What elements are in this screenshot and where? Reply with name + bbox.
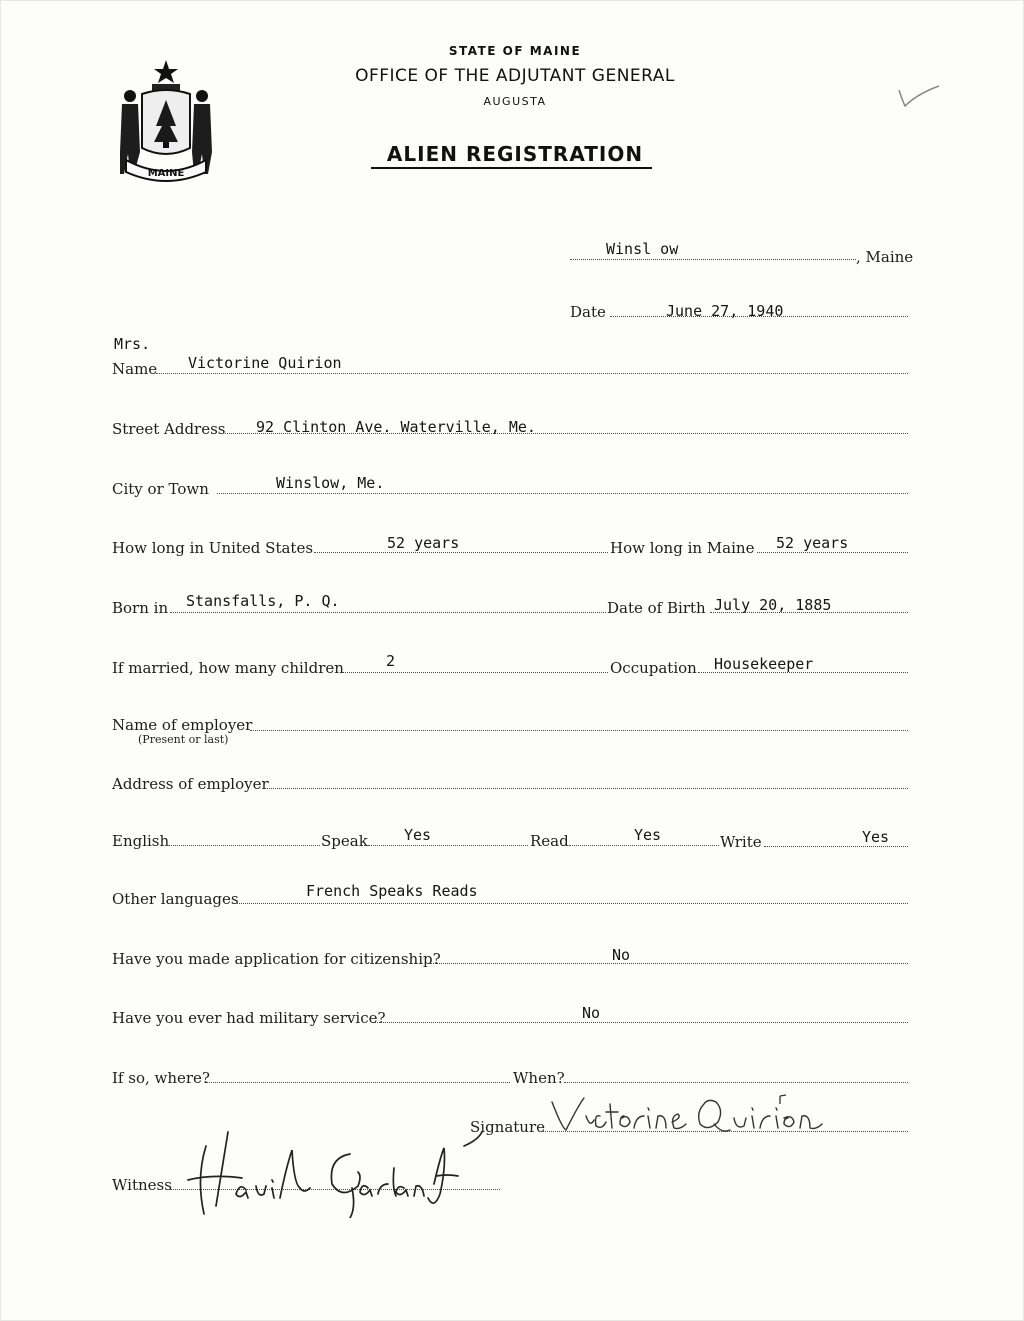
years-us-label: How long in United States — [112, 539, 314, 557]
years-us-line — [314, 552, 608, 553]
date-of-birth-value: July 20, 1885 — [714, 596, 832, 614]
place-suffix: , Maine — [856, 248, 914, 266]
if-so-where-line — [206, 1082, 510, 1083]
military-line — [374, 1022, 908, 1023]
born-in-line — [170, 612, 606, 613]
when-label: When? — [513, 1069, 565, 1087]
citizenship-label: Have you made application for citizenship? — [112, 950, 441, 968]
employer-address-label: Address of employer — [112, 775, 269, 793]
children-label: If married, how many children — [112, 659, 344, 677]
speak-value: Yes — [404, 826, 432, 844]
signature-label: Signature — [470, 1118, 546, 1136]
employer-name-label: Name of employer — [112, 716, 253, 734]
employer-name-line — [250, 730, 908, 731]
years-maine-value: 52 years — [776, 534, 849, 552]
occupation-label: Occupation — [610, 659, 697, 677]
title-underline — [371, 167, 652, 169]
date-of-birth-label: Date of Birth — [607, 599, 706, 617]
speak-line — [368, 845, 528, 846]
street-address-label: Street Address — [112, 420, 226, 438]
read-label: Read — [530, 832, 569, 850]
header-state: STATE OF MAINE — [448, 44, 582, 58]
years-maine-label: How long in Maine — [610, 539, 755, 557]
city-value: Winslow, Me. — [276, 474, 385, 492]
street-address-value: 92 Clinton Ave. Waterville, Me. — [256, 418, 536, 436]
read-line — [569, 845, 719, 846]
speak-label: Speak — [321, 832, 368, 850]
header-office: OFFICE OF THE ADJUTANT GENERAL — [355, 66, 675, 86]
form-title: ALIEN REGISTRATION — [386, 142, 644, 166]
signature-handwriting — [548, 1090, 838, 1138]
date-label: Date — [570, 303, 606, 321]
city-line — [217, 493, 908, 494]
other-languages-label: Other languages — [112, 890, 239, 908]
years-us-value: 52 years — [387, 534, 460, 552]
city-label: City or Town — [112, 480, 209, 498]
born-in-label: Born in — [112, 599, 169, 617]
header-city: AUGUSTA — [483, 95, 547, 108]
citizenship-value: No — [612, 946, 631, 964]
employer-name-sublabel: (Present or last) — [138, 733, 229, 746]
write-value: Yes — [862, 828, 890, 846]
english-line — [166, 845, 320, 846]
name-prefix: Mrs. — [114, 335, 151, 353]
other-languages-line — [234, 903, 908, 904]
write-label: Write — [720, 833, 762, 851]
state-of-maine-seal-icon — [112, 56, 220, 186]
seal-banner-text: MAINE — [147, 168, 185, 179]
citizenship-line — [430, 963, 908, 964]
military-label: Have you ever had military service? — [112, 1009, 386, 1027]
children-line — [342, 672, 608, 673]
date-value: June 27, 1940 — [666, 302, 784, 320]
name-value: Victorine Quirion — [188, 354, 342, 372]
employer-address-line — [264, 788, 908, 789]
years-maine-line — [757, 552, 908, 553]
check-mark-icon — [895, 80, 945, 110]
write-line — [764, 846, 908, 847]
when-line — [564, 1082, 908, 1083]
english-label: English — [112, 832, 170, 850]
other-languages-value: French Speaks Reads — [306, 882, 478, 900]
place-value: Winsl ow — [606, 240, 679, 258]
witness-label: Witness — [112, 1176, 172, 1194]
born-in-value: Stansfalls, P. Q. — [186, 592, 340, 610]
occupation-value: Housekeeper — [714, 655, 814, 673]
name-label: Name — [112, 360, 158, 378]
name-line — [156, 373, 908, 374]
children-value: 2 — [386, 652, 396, 670]
if-so-where-label: If so, where? — [112, 1069, 210, 1087]
witness-signature-handwriting — [182, 1128, 512, 1218]
place-line — [570, 259, 856, 260]
military-value: No — [582, 1004, 601, 1022]
read-value: Yes — [634, 826, 662, 844]
